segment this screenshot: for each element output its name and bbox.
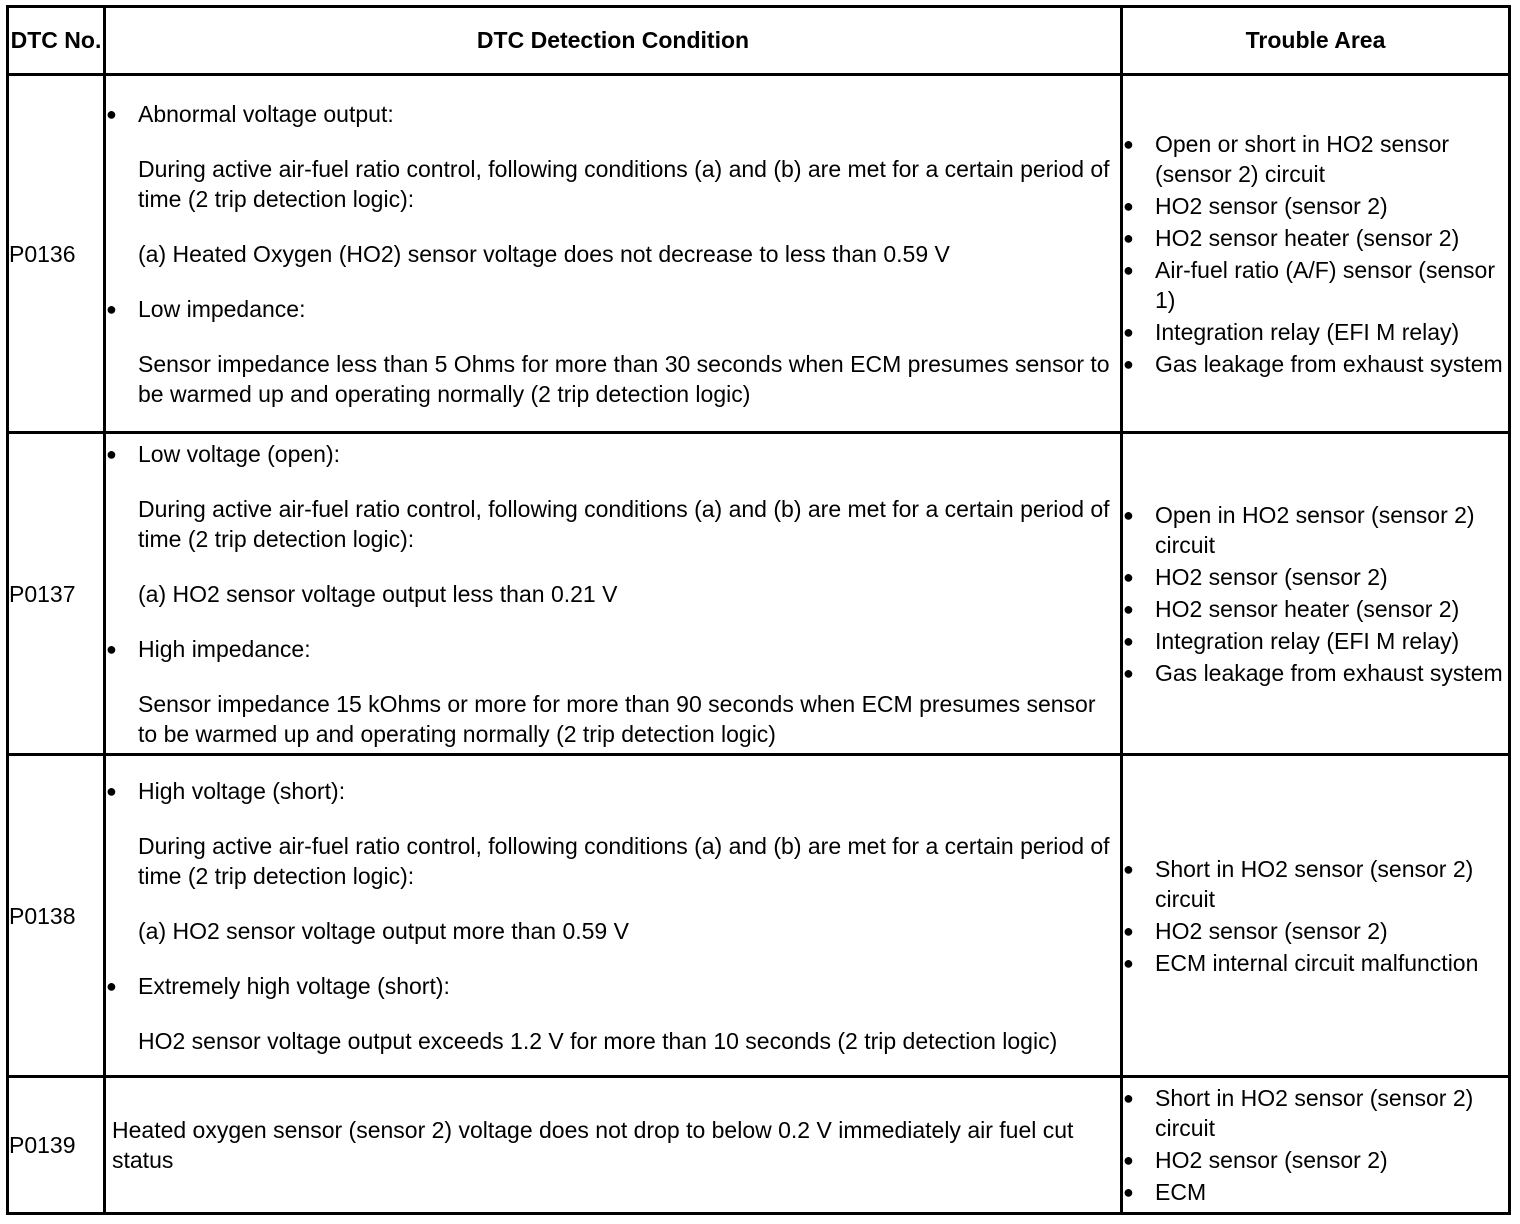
trouble-area <box>1122 1077 1510 1214</box>
condition-bullet <box>106 294 1120 324</box>
list-item: ● Gas leakage from exhaust system <box>1123 659 1503 686</box>
bullet-icon: ● <box>1123 504 1134 525</box>
bullet-icon: ● <box>1123 566 1134 587</box>
bullet-icon: ● <box>106 298 117 319</box>
detection-condition <box>105 433 1122 755</box>
list-item: ● HO2 sensor (sensor 2) <box>1123 192 1388 219</box>
condition-text: (a) Heated Oxygen (HO2) sensor voltage does not decrease to less than 0.59 V <box>138 240 950 267</box>
dtc-code: P0137 <box>8 433 105 755</box>
condition-text: During active air-fuel ratio control, following conditions (a) and (b) are met for a certain period of time (2 trip detection logic): <box>138 495 1110 552</box>
list-item: ● HO2 sensor (sensor 2) <box>1123 1147 1388 1173</box>
condition-text: (a) HO2 sensor voltage output less than 0.21 V <box>138 580 618 607</box>
dtc-table <box>6 5 1511 1215</box>
condition-text: During active air-fuel ratio control, following conditions (a) and (b) are met for a certain period of time (2 trip detection logic): <box>138 832 1110 889</box>
bullet-icon: ● <box>106 975 117 996</box>
bullet-icon: ● <box>1123 952 1134 973</box>
dtc-code: P0136 <box>8 75 105 433</box>
detection-condition: Heated oxygen sensor (sensor 2) voltage does not drop to below 0.2 V immediately air fuel cut status <box>105 1077 1122 1214</box>
bullet-icon: ● <box>106 443 117 464</box>
bullet-icon: ● <box>1123 1088 1134 1108</box>
bullet-icon: ● <box>106 103 117 124</box>
bullet-icon: ● <box>1123 353 1134 374</box>
dtc-code: P0139 <box>8 1077 105 1214</box>
list-item: ● Integration relay (EFI M relay) <box>1123 627 1460 654</box>
bullet-icon: ● <box>1123 662 1134 683</box>
bullet-icon: ● <box>1123 321 1134 342</box>
condition-bullet <box>106 776 1120 806</box>
bullet-icon: ● <box>1123 1182 1134 1202</box>
condition-text: Sensor impedance 15 kOhms or more for more than 90 seconds when ECM presumes sensor to be warmed up and operating normally (2 trip detection logic) <box>138 690 1096 747</box>
header-dtc-no: DTC No. <box>8 7 105 75</box>
trouble-area <box>1122 75 1510 433</box>
condition-label: High voltage (short): <box>138 777 346 804</box>
detection-condition <box>105 75 1122 433</box>
table-row <box>8 755 1510 1077</box>
bullet-icon: ● <box>1123 259 1134 280</box>
table-row <box>8 1077 1510 1214</box>
table-row <box>8 433 1510 755</box>
list-item: ● Air-fuel ratio (A/F) sensor (sensor 1) <box>1123 256 1495 313</box>
condition-label: Abnormal voltage output: <box>138 100 394 127</box>
list-item: ● Short in HO2 sensor (sensor 2) circuit <box>1123 1085 1474 1141</box>
trouble-area <box>1122 433 1510 755</box>
condition-bullet <box>106 971 1120 1001</box>
detection-condition <box>105 755 1122 1077</box>
bullet-icon: ● <box>1123 1150 1134 1170</box>
list-item: ● HO2 sensor heater (sensor 2) <box>1123 224 1460 251</box>
table-row <box>8 75 1510 433</box>
list-item: ● Short in HO2 sensor (sensor 2) circuit <box>1123 855 1474 912</box>
list-item: ● ECM <box>1123 1179 1207 1205</box>
bullet-icon: ● <box>1123 630 1134 651</box>
condition-text: (a) HO2 sensor voltage output more than 0.59 V <box>138 917 629 944</box>
bullet-icon: ● <box>1123 227 1134 248</box>
bullet-icon: ● <box>1123 195 1134 216</box>
condition-text: HO2 sensor voltage output exceeds 1.2 V for more than 10 seconds (2 trip detection logic) <box>138 1027 1058 1054</box>
condition-label: Low impedance: <box>138 295 306 322</box>
condition-bullet <box>106 439 1120 469</box>
list-item: ● HO2 sensor (sensor 2) <box>1123 917 1388 944</box>
bullet-icon: ● <box>1123 920 1134 941</box>
condition-text: During active air-fuel ratio control, following conditions (a) and (b) are met for a certain period of time (2 trip detection logic): <box>138 155 1110 212</box>
condition-label: Low voltage (open): <box>138 440 341 467</box>
header-row <box>8 7 1510 75</box>
bullet-icon: ● <box>1123 133 1134 154</box>
trouble-area <box>1122 755 1510 1077</box>
dtc-code: P0138 <box>8 755 105 1077</box>
condition-bullet <box>106 634 1120 664</box>
dtc-table-wrapper <box>6 5 1511 1215</box>
condition-label: High impedance: <box>138 635 311 662</box>
bullet-icon: ● <box>106 780 117 801</box>
bullet-icon: ● <box>1123 858 1134 879</box>
bullet-icon: ● <box>1123 598 1134 619</box>
condition-text: Sensor impedance less than 5 Ohms for more than 30 seconds when ECM presumes sensor to be warmed up and operating normally (2 trip detection logic) <box>138 350 1110 407</box>
list-item: ● ECM internal circuit malfunction <box>1123 949 1479 976</box>
list-item: ● Open or short in HO2 sensor (sensor 2) circuit <box>1123 130 1450 187</box>
list-item: ● Gas leakage from exhaust system <box>1123 350 1503 377</box>
condition-bullet <box>106 99 1120 129</box>
list-item: ● Open in HO2 sensor (sensor 2) circuit <box>1123 501 1475 558</box>
list-item: ● HO2 sensor heater (sensor 2) <box>1123 595 1460 622</box>
list-item: ● Integration relay (EFI M relay) <box>1123 318 1460 345</box>
header-trouble-area: Trouble Area <box>1122 7 1510 75</box>
bullet-icon: ● <box>106 638 117 659</box>
header-condition: DTC Detection Condition <box>105 7 1122 75</box>
condition-label: Extremely high voltage (short): <box>138 972 450 999</box>
list-item: ● HO2 sensor (sensor 2) <box>1123 563 1388 590</box>
